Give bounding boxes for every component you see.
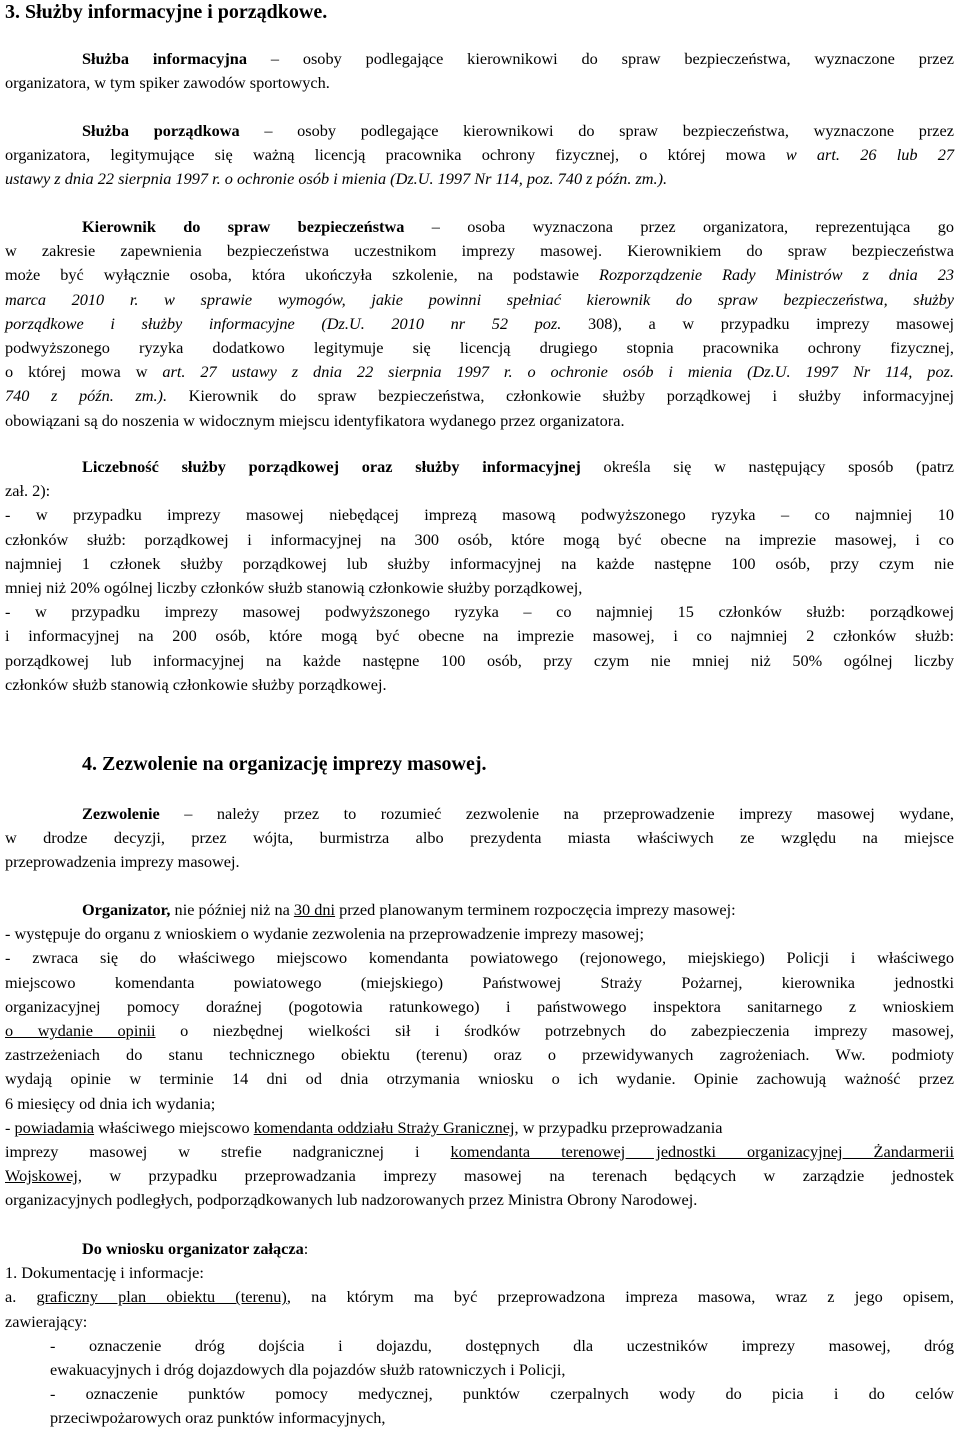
term: Służba porządkowa (82, 121, 240, 140)
line: Służba porządkowa – osoby podlegające kierownikowi do spraw bezpieczeństwa, wyznaczone przez (82, 121, 954, 140)
info-service-paragraph (5, 47, 954, 95)
line: najmniej 1 członek służby porządkowej lub służby informacyjnej na każde następne 100 osób, przy czym nie (5, 553, 954, 573)
line: w zakresie zapewnienia bezpieczeństwa uczestnikom imprezy masowej. Kierownikiem do spraw bezpieczeństwa (5, 241, 954, 261)
line: Służba informacyjna – osoby podlegające kierownikowi do spraw bezpieczeństwa, wyznaczone przez (82, 49, 954, 68)
line: może być wyłącznie osoba, która ukończyła szkolenie, na podstawie Rozporządzenie Rady Ministrów z dnia 23 (5, 265, 955, 285)
line: ewakuacyjnych i dróg dojazdowych dla pojazdów służb ratowniczych i Policji, (50, 1360, 566, 1380)
security-manager-paragraph (5, 215, 954, 433)
line: organizacyjnych podległych, podporządkowanych lub nadzorowanych przez Ministra Obrony Narodowej. (5, 1190, 698, 1210)
line: porządkowej lub informacyjnej na każde następne 100 osób, przy czym nie mniej niż 50% ogólnej liczby (5, 650, 954, 670)
line: - oznaczenie dróg dojścia i dojazdu, dostępnych dla uczestników imprezy masowej, dróg (50, 1335, 954, 1355)
line: - zwraca się do właściwego miejscowo komendanta powiatowego (rejonowego, miejskiego) Policji i właściwego (5, 948, 954, 968)
line: Wojskowej, w przypadku przeprowadzania imprezy masowej na terenach będących w zarządzie jednostek (5, 1166, 954, 1186)
line: marca 2010 r. w sprawie wymogów, jakie powinni spełniać kierownik do spraw bezpieczeństwa, służby (5, 289, 954, 309)
line: członków służb stanowią członkowie służby porządkowej. (5, 674, 387, 694)
line: o wydanie opinii o niezbędnej wielkości sił i środków potrzebnych do zabezpieczenia imprezy masowej, (5, 1021, 954, 1041)
line: Liczebność służby porządkowej oraz służby informacyjnej określa się w następujący sposób (patrz (82, 457, 955, 476)
line: zastrzeżeniach do stanu technicznego obiektu (terenu) oraz o przewidywanych zagrożeniach. Ww. podmioty (5, 1045, 954, 1065)
term: Do wniosku organizator załącza (82, 1239, 304, 1258)
section-3-heading: 3. Służby informacyjne i porządkowe. (5, 1, 328, 23)
staff-count-paragraph (5, 455, 954, 697)
permit-paragraph (5, 802, 954, 875)
line: o której mowa w art. 27 ustawy z dnia 22 sierpnia 1997 r. o ochronie osób i mienia (Dz.U. 1997 Nr 114, poz. (5, 362, 954, 382)
section-4-heading: 4. Zezwolenie na organizację imprezy masowej. (82, 753, 487, 775)
line: ustawy z dnia 22 sierpnia 1997 r. o ochronie osób i mienia (Dz.U. 1997 Nr 114, poz. 740 z późn. zm.). (5, 169, 668, 189)
line: zał. 2): (5, 481, 51, 501)
attachments-paragraph (5, 1237, 954, 1431)
line: organizatora, legitymujące się ważną licencją pracownika ochrony fizycznej, o której mowa w art. 26 lub 27 (5, 145, 954, 165)
line: miejscowo komendanta powiatowego (miejskiego) Państwowej Straży Pożarnej, kierownika jednostki (5, 972, 954, 992)
line: 740 z późn. zm.). Kierownik do spraw bezpieczeństwa, członkowie służby porządkowej i służby informacyjnej (5, 386, 954, 406)
line: wydają opinie w terminie 14 dni od dnia otrzymania wniosku o ich wydanie. Opinie zachowują ważność przez (5, 1069, 954, 1089)
line: w drodze decyzji, przez wójta, burmistrza albo prezydenta miasta właściwych ze względu na miejsce (5, 828, 954, 848)
line: organizatora, w tym spiker zawodów sportowych. (5, 73, 330, 93)
line: organizacyjnej pomocy doraźnej (pogotowia ratunkowego) i państwowego inspektora sanitarnego z wnioskiem (5, 996, 954, 1016)
line: Do wniosku organizator załącza: (82, 1239, 309, 1258)
line: zawierający: (5, 1311, 88, 1331)
line: Kierownik do spraw bezpieczeństwa – osoba wyznaczona przez organizatora, reprezentująca go (82, 217, 955, 236)
line: 1. Dokumentację i informacje: (5, 1263, 204, 1283)
line: członków służb: porządkowej i informacyjnej na 300 osób, które mogą być obecne na imprezie masowej, i co (5, 529, 954, 549)
term: Zezwolenie (82, 804, 160, 823)
line: podwyższonego ryzyka dodatkowo legitymuje się licencją drugiego stopnia pracownika ochrony fizycznej, (5, 338, 954, 358)
line: - w przypadku imprezy masowej podwyższonego ryzyka – co najmniej 15 członków służb: porządkowej (5, 602, 954, 622)
line: 6 miesięcy od dnia ich wydania; (5, 1093, 216, 1113)
line: - występuje do organu z wnioskiem o wydanie zezwolenia na przeprowadzenie imprezy masowej; (5, 924, 644, 944)
line: przeciwpożarowych oraz punktów informacyjnych, (50, 1408, 386, 1428)
line: - w przypadku imprezy masowej niebędącej imprezą masową podwyższonego ryzyka – co najmniej 10 (5, 505, 954, 525)
term: Liczebność służby porządkowej oraz służby informacyjnej (82, 457, 581, 476)
line: i informacyjnej na 200 osób, które mogą być obecne na imprezie masowej, i co najmniej 2 członków służb: (5, 626, 954, 646)
line: obowiązani są do noszenia w widocznym miejscu identyfikatora wydanego przez organizatora. (5, 410, 625, 430)
term: Organizator, (82, 900, 171, 919)
line: Zezwolenie – należy przez to rozumieć zezwolenie na przeprowadzenie imprezy masowej wydane, (82, 804, 954, 823)
line: - oznaczenie punktów pomocy medycznej, punktów czerpalnych wody do picia i do celów (50, 1384, 954, 1404)
order-service-paragraph (5, 119, 954, 192)
line: - powiadamia właściwego miejscowo komendanta oddziału Straży Granicznej, w przypadku przeprowadzania (5, 1117, 723, 1137)
organizer-paragraph (5, 898, 954, 1213)
line: a. graficzny plan obiektu (terenu), na którym ma być przeprowadzona impreza masowa, wraz z jego opisem, (5, 1287, 954, 1307)
line: przeprowadzenia imprezy masowej. (5, 852, 240, 872)
term: Służba informacyjna (82, 49, 247, 68)
line: Organizator, nie później niż na 30 dni przed planowanym terminem rozpoczęcia imprezy masowej: (82, 900, 736, 919)
term: Kierownik do spraw bezpieczeństwa (82, 217, 405, 236)
line: imprezy masowej w strefie nadgranicznej i komendanta terenowej jednostki organizacyjnej Żandarmerii (5, 1142, 955, 1162)
line: porządkowe i służby informacyjne (Dz.U. 2010 nr 52 poz. 308), a w przypadku imprezy masowej (5, 313, 954, 333)
line: mniej niż 20% ogólnej liczby członków służb stanowią członkowie służby porządkowej, (5, 578, 583, 598)
